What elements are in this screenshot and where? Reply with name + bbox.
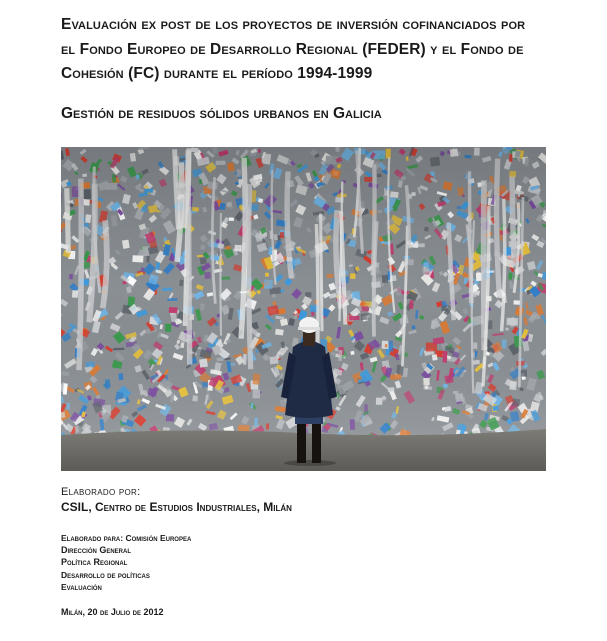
prepared-for-line-4: Evaluación [61, 582, 102, 592]
prepared-for-line-3: Desarrollo de políticas [61, 570, 150, 580]
document-title [61, 13, 561, 87]
document-subtitle: Gestión de residuos sólidos urbanos en Galicia [61, 105, 382, 122]
prepared-by-organization: CSIL, Centro de Estudios Industriales, Milán [61, 500, 292, 514]
title-line-2: el Fondo Europeo de Desarrollo Regional (FEDER) y el Fondo de [61, 40, 524, 58]
prepared-for-line-1: Dirección General [61, 545, 132, 555]
cover-photo [61, 147, 546, 471]
prepared-for-label: Elaborado para: Comisión Europea [61, 533, 192, 543]
waste-wall-photo-icon [61, 147, 546, 471]
title-line-1: Evaluación ex post de los proyectos de inversión cofinanciados por [61, 16, 526, 33]
prepared-by-label: Elaborado por: [61, 486, 141, 498]
prepared-for-line-2: Política Regional [61, 557, 128, 567]
title-line-3: Cohesión (FC) durante el período 1994-1999 [61, 65, 373, 82]
document-date: Milán, 20 de Julio de 2012 [61, 607, 164, 617]
